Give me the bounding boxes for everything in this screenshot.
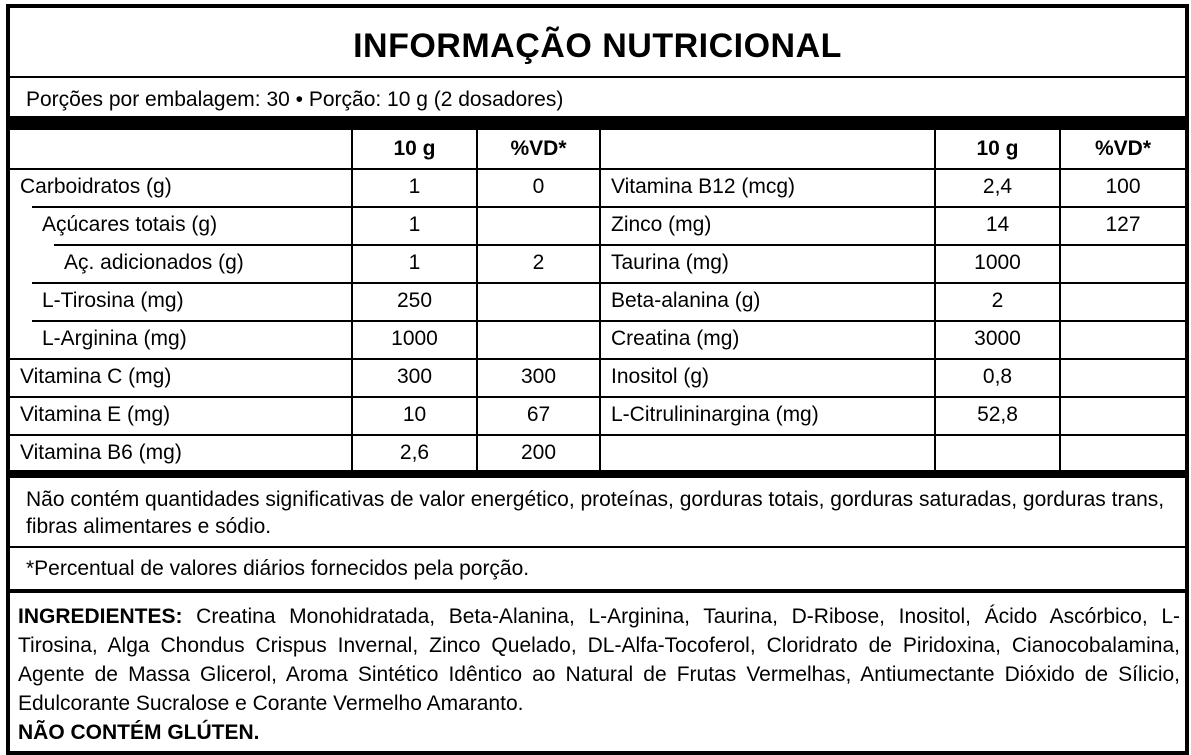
- table-row: [10, 434, 1185, 472]
- row-divider: [601, 244, 1185, 246]
- note-divider: [10, 546, 1185, 548]
- table-row: [10, 282, 1185, 320]
- row-divider: [32, 282, 601, 284]
- table-row: [10, 206, 1185, 244]
- nutrient-amount: 1: [408, 175, 421, 198]
- nutrient-name: Vitamina C (mg): [20, 365, 172, 388]
- nutrient-dv: 2: [532, 251, 545, 274]
- nutrient-name: Taurina (mg): [611, 251, 729, 274]
- row-divider: [32, 206, 601, 208]
- nutrient-dv: 67: [526, 403, 551, 426]
- nutrient-name: L-Arginina (mg): [42, 327, 187, 350]
- row-divider: [601, 168, 1185, 170]
- row-divider: [601, 358, 1185, 360]
- nutrient-amount: 2,4: [982, 175, 1013, 198]
- nutrient-amount: 1000: [391, 327, 438, 350]
- gluten-statement: NÃO CONTÉM GLÚTEN.: [18, 721, 260, 744]
- nutrient-dv: [1061, 320, 1185, 358]
- row-divider: [32, 320, 601, 322]
- nutrient-amount: 14: [985, 213, 1010, 236]
- nutrient-name: Aç. adicionados (g): [64, 251, 244, 274]
- nutrient-amount: 250: [396, 289, 433, 312]
- nutrient-dv: 127: [1105, 213, 1141, 236]
- nutrient-amount: 2: [991, 289, 1004, 312]
- nutrient-name: Zinco (mg): [611, 213, 712, 236]
- row-divider: [601, 434, 1185, 436]
- nutrient-amount: 52,8: [977, 403, 1018, 426]
- nutrient-name: Carboidratos (g): [20, 175, 172, 198]
- label-title: INFORMAÇÃO NUTRICIONAL: [353, 27, 842, 65]
- nutrient-dv: 100: [1105, 175, 1141, 198]
- nutrient-amount: 300: [396, 365, 433, 388]
- table-row: [10, 168, 1185, 206]
- nutrition-facts-panel: [6, 4, 1189, 755]
- nutrient-amount: 3000: [974, 327, 1021, 350]
- nutrient-amount: 2,6: [399, 441, 430, 464]
- nutrient-dv: 300: [520, 365, 557, 388]
- header-dv-left: %VD*: [510, 137, 567, 160]
- nutrient-dv: [1061, 396, 1185, 434]
- header-dv-right: %VD*: [1094, 137, 1152, 160]
- nutrient-name: Beta-alanina (g): [611, 289, 761, 312]
- nutrient-name: L-Citrulininargina (mg): [611, 403, 819, 426]
- nutrient-amount: 0,8: [982, 365, 1013, 388]
- nutrient-name: Vitamina B12 (mcg): [611, 175, 796, 198]
- row-divider: [601, 396, 1185, 398]
- nutrient-dv: [1061, 244, 1185, 282]
- ingredients-label: INGREDIENTES:: [18, 605, 183, 628]
- row-divider: [54, 244, 601, 246]
- row-divider: [601, 320, 1185, 322]
- table-row: [10, 358, 1185, 396]
- title-divider: [10, 76, 1185, 78]
- nutrient-name: Inositol (g): [611, 365, 710, 388]
- nutrient-dv: 200: [520, 441, 557, 464]
- row-divider: [10, 168, 601, 170]
- row-divider: [10, 358, 601, 360]
- thick-divider-bottom: [10, 470, 1185, 478]
- nutrient-name: Creatina (mg): [611, 327, 740, 350]
- nutrient-name: Vitamina E (mg): [20, 403, 171, 426]
- ingredients-divider: [10, 589, 1185, 593]
- nutrient-dv: 0: [532, 175, 545, 198]
- nutrient-name: L-Tirosina (mg): [42, 289, 184, 312]
- nutrient-amount: 1000: [974, 251, 1021, 274]
- servings-info: Porções por embalagem: 30 • Porção: 10 g (2 dosadores): [26, 88, 564, 111]
- percent-footnote: *Percentual de valores diários fornecidos pela porção.: [26, 557, 530, 580]
- thick-divider-top: [10, 116, 1185, 130]
- nutrient-name: Açúcares totais (g): [42, 213, 218, 236]
- ingredients-list: Creatina Monohidratada, Beta-Alanina, L-Arginina, Taurina, D-Ribose, Inositol, Ácido Ascórbico, L-Tirosina, Alga Chondus Crispus Invernal, Zinco Quelado, DL-Alfa-Tocoferol, Cloridrato de Piridoxina, Cianocobalamina, Agente de Massa Glicerol, Aroma Sintético Idêntico ao Natural de Frutas Vermelhas, Antiumectante Dióxido de Sílicio, Edulcorante Sucralose e Corante Vermelho Amaranto.: [18, 605, 1180, 715]
- header-amount-left: 10 g: [393, 137, 436, 160]
- row-divider: [10, 396, 601, 398]
- header-amount-right: 10 g: [976, 137, 1019, 160]
- nutrition-table: [10, 130, 1185, 470]
- table-header-row: [10, 130, 1185, 168]
- table-row: [10, 244, 1185, 282]
- nutrient-amount: 10: [402, 403, 427, 426]
- not-significant-note: Não contém quantidades significativas de valor energético, proteínas, gorduras totais, gorduras saturadas, gorduras trans, fibras alimentares e sódio.: [26, 488, 1165, 538]
- row-divider: [601, 206, 1185, 208]
- nutrient-amount: 1: [408, 251, 421, 274]
- nutrient-amount: 1: [408, 213, 421, 236]
- row-divider: [601, 282, 1185, 284]
- row-divider: [10, 434, 601, 436]
- nutrient-name: Vitamina B6 (mg): [20, 441, 182, 464]
- table-row: [10, 396, 1185, 434]
- ingredients-block: [18, 602, 1180, 747]
- nutrient-dv: [1061, 282, 1185, 320]
- nutrient-dv: [1061, 358, 1185, 396]
- table-row: [10, 320, 1185, 358]
